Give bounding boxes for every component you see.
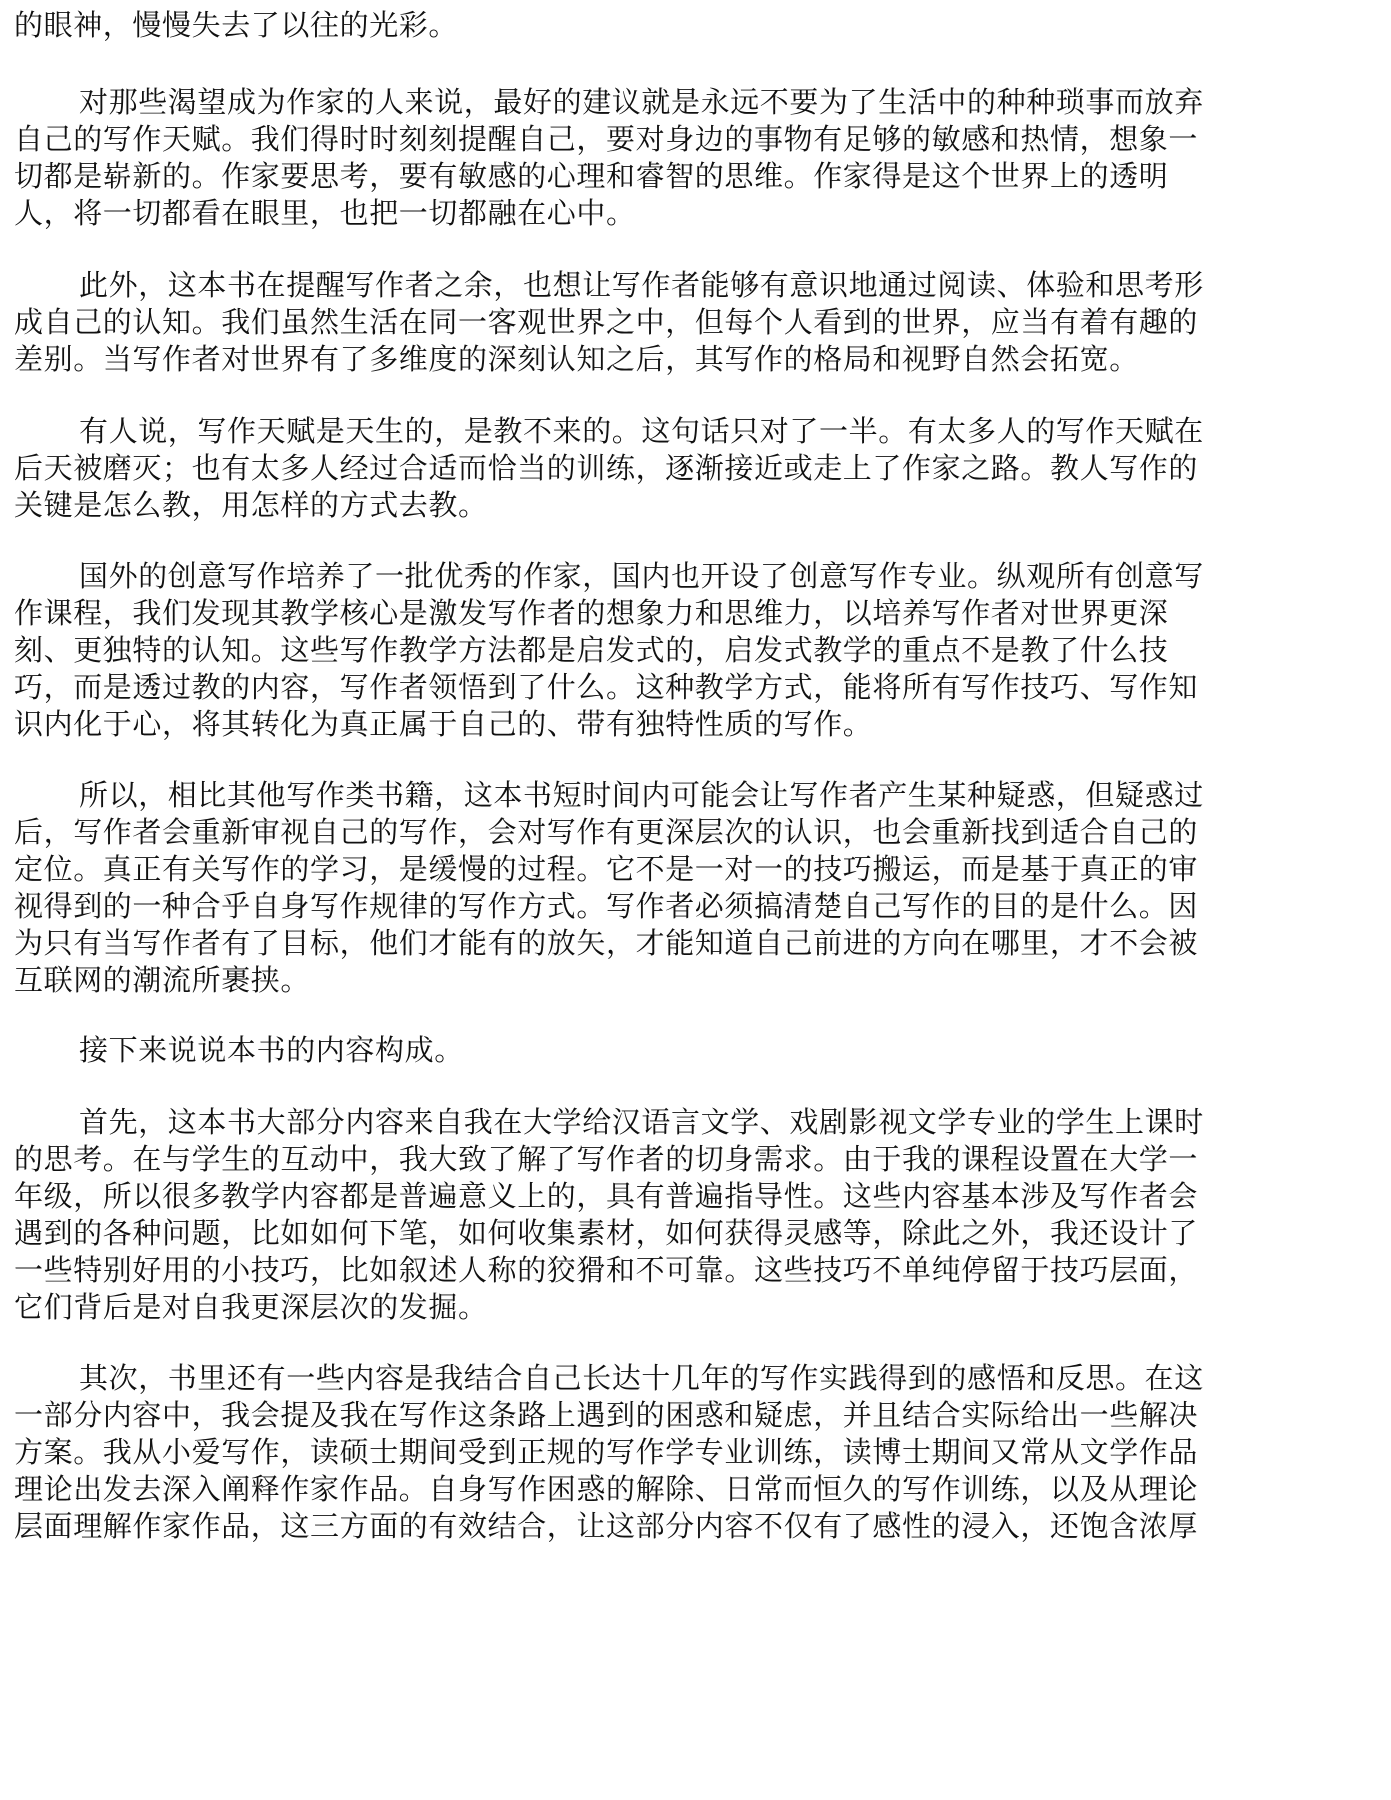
- text-line: 定位。真正有关写作的学习，是缓慢的过程。它不是一对一的技巧搬运，而是基于真正的审: [14, 852, 1199, 886]
- text-line: 刻、更独特的认知。这些写作教学方法都是启发式的，启发式教学的重点不是教了什么技: [14, 633, 1169, 667]
- text-line: 国外的创意写作培养了一批优秀的作家，国内也开设了创意写作专业。纵观所有创意写: [79, 559, 1204, 593]
- text-line: 识内化于心，将其转化为真正属于自己的、带有独特性质的写作。: [14, 707, 873, 741]
- text-line: 理论出发去深入阐释作家作品。自身写作困惑的解除、日常而恒久的写作训练，以及从理论: [14, 1472, 1199, 1506]
- text-line: 方案。我从小爱写作，读硕士期间受到正规的写作学专业训练，读博士期间又常从文学作品: [14, 1435, 1199, 1469]
- text-line: 人，将一切都看在眼里，也把一切都融在心中。: [14, 196, 636, 230]
- text-line: 切都是崭新的。作家要思考，要有敏感的心理和睿智的思维。作家得是这个世界上的透明: [14, 159, 1169, 193]
- text-line: 差别。当写作者对世界有了多维度的深刻认知之后，其写作的格局和视野自然会拓宽。: [14, 342, 1139, 376]
- text-line: 它们背后是对自我更深层次的发掘。: [14, 1290, 488, 1324]
- text-line: 作课程，我们发现其教学核心是激发写作者的想象力和思维力，以培养写作者对世界更深: [14, 596, 1169, 630]
- text-line: 遇到的各种问题，比如如何下笔，如何收集素材，如何获得灵感等，除此之外，我还设计了: [14, 1216, 1199, 1250]
- text-line: 的思考。在与学生的互动中，我大致了解了写作者的切身需求。由于我的课程设置在大学一: [14, 1142, 1199, 1176]
- text-line: 层面理解作家作品，这三方面的有效结合，让这部分内容不仅有了感性的浸入，还饱含浓厚: [14, 1509, 1199, 1543]
- text-line: 所以，相比其他写作类书籍，这本书短时间内可能会让写作者产生某种疑惑，但疑惑过: [79, 778, 1204, 812]
- text-line: 一些特别好用的小技巧，比如叙述人称的狡猾和不可靠。这些技巧不单纯停留于技巧层面，: [14, 1253, 1199, 1287]
- text-line: 为只有当写作者有了目标，他们才能有的放矢，才能知道自己前进的方向在哪里，才不会被: [14, 926, 1199, 960]
- text-line: 后，写作者会重新审视自己的写作，会对写作有更深层次的认识，也会重新找到适合自己的: [14, 815, 1199, 849]
- text-line: 自己的写作天赋。我们得时时刻刻提醒自己，要对身边的事物有足够的敏感和热情，想象一: [14, 122, 1199, 156]
- text-line: 一部分内容中，我会提及我在写作这条路上遇到的困惑和疑虑，并且结合实际给出一些解决: [14, 1398, 1199, 1432]
- text-line: 年级，所以很多教学内容都是普遍意义上的，具有普遍指导性。这些内容基本涉及写作者会: [14, 1179, 1199, 1213]
- text-line: 后天被磨灭；也有太多人经过合适而恰当的训练，逐渐接近或走上了作家之路。教人写作的: [14, 451, 1199, 485]
- text-line: 接下来说说本书的内容构成。: [79, 1033, 464, 1067]
- text-line: 此外，这本书在提醒写作者之余，也想让写作者能够有意识地通过阅读、体验和思考形: [79, 268, 1204, 302]
- text-line: 互联网的潮流所裹挟。: [14, 963, 311, 997]
- text-line: 成自己的认知。我们虽然生活在同一客观世界之中，但每个人看到的世界，应当有着有趣的: [14, 305, 1199, 339]
- text-line: 的眼神，慢慢失去了以往的光彩。: [14, 8, 459, 42]
- text-line: 首先，这本书大部分内容来自我在大学给汉语言文学、戏剧影视文学专业的学生上课时: [79, 1105, 1204, 1139]
- text-line: 巧，而是透过教的内容，写作者领悟到了什么。这种教学方式，能将所有写作技巧、写作知: [14, 670, 1199, 704]
- text-line: 关键是怎么教，用怎样的方式去教。: [14, 488, 488, 522]
- text-line: 其次，书里还有一些内容是我结合自己长达十几年的写作实践得到的感悟和反思。在这: [79, 1361, 1204, 1395]
- text-line: 有人说，写作天赋是天生的，是教不来的。这句话只对了一半。有太多人的写作天赋在: [79, 414, 1204, 448]
- text-line: 视得到的一种合乎自身写作规律的写作方式。写作者必须搞清楚自己写作的目的是什么。因: [14, 889, 1199, 923]
- text-line: 对那些渴望成为作家的人来说，最好的建议就是永远不要为了生活中的种种琐事而放弃: [79, 85, 1204, 119]
